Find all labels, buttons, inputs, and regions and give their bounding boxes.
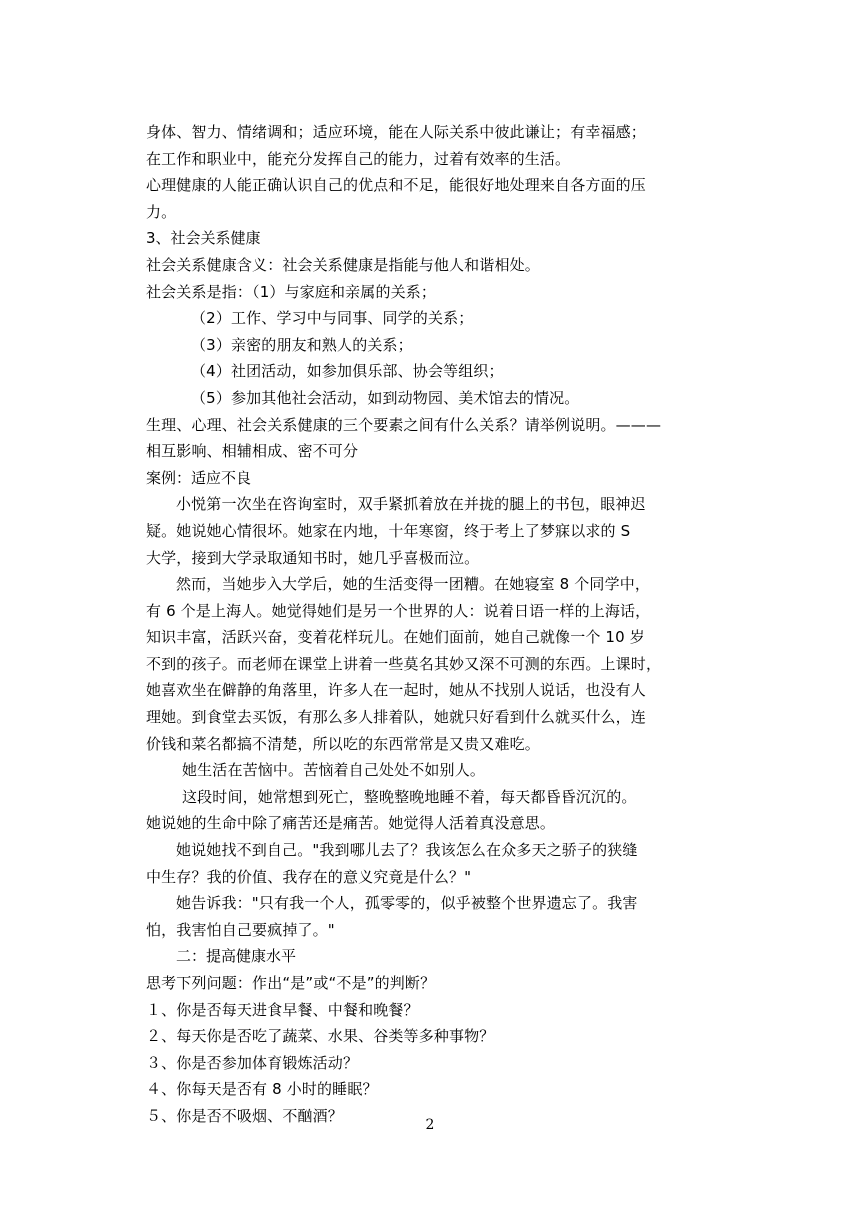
list-item: （2）工作、学习中与同事、同学的关系； [191,309,474,328]
question-line: 生理、心理、社会关系健康的三个要素之间有什么关系？请举例说明。——— [146,415,662,434]
case-paragraph-line: 中生存？我的价值、我存在的意义究竟是什么？" [146,867,472,886]
text-line: 社会关系健康含义：社会关系健康是指能与他人和谐相处。 [146,255,540,274]
list-item: （4）社团活动，如参加俱乐部、协会等组织； [191,362,504,381]
case-paragraph-line: 小悦第一次坐在咨询室时，双手紧抓着放在并拢的腿上的书包，眼神迟 [176,495,646,514]
case-paragraph-line: 疑。她说她心情很坏。她家在内地，十年寒窗，终于考上了梦寐以求的 S [146,521,631,540]
question-item: ４、你每天是否有 8 小时的睡眠？ [146,1080,378,1099]
case-paragraph-line: 不到的孩子。而老师在课堂上讲着一些莫名其妙又深不可测的东西。上课时， [146,654,662,673]
case-heading: 案例：适应不良 [146,468,252,487]
case-paragraph-line: 理她。到食堂去买饭，有那么多人排着队，她就只好看到什么就买什么，连 [146,708,646,727]
case-paragraph-line: 她喜欢坐在僻静的角落里，许多人在一起时，她从不找别人说话，也没有人 [146,681,646,700]
case-paragraph-line: 她说她的生命中除了痛苦还是痛苦。她觉得人活着真没意思。 [146,814,556,833]
case-paragraph-line: 这段时间，她常想到死亡，整晚整晚地睡不着，每天都昏昏沉沉的。 [182,787,637,806]
question-item: ５、你是否不吸烟、不酗酒？ [146,1106,343,1125]
text-line: 心理健康的人能正确认识自己的优点和不足，能很好地处理来自各方面的压 [146,176,646,195]
case-paragraph-line: 知识丰富，活跃兴奋，变着花样玩儿。在她们面前，她自己就像一个 10 岁 [146,628,645,647]
question-item: ２、每天你是否吃了蔬菜、水果、谷类等多种事物？ [146,1027,495,1046]
text-line: 在工作和职业中，能充分发挥自己的能力，过着有效率的生活。 [146,149,571,168]
case-paragraph-line: 大学，接到大学录取通知书时，她几乎喜极而泣。 [146,548,480,567]
text-line: 社会关系是指：（1）与家庭和亲属的关系； [146,282,437,301]
question-item: ３、你是否参加体育锻炼活动？ [146,1053,359,1072]
text-line: 力。 [146,202,177,221]
case-paragraph-line: 她告诉我："只有我一个人，孤零零的，似乎被整个世界遗忘了。我害 [176,894,638,913]
text-line: 身体、智力、情绪调和；适应环境，能在人际关系中彼此谦让；有幸福感； [146,123,646,141]
page-body [146,119,726,1130]
case-paragraph-line: 价钱和菜名都搞不清楚，所以吃的东西常常是又贵又难吃。 [146,734,540,753]
list-item: （5）参加其他社会活动，如到动物园、美术馆去的情况。 [191,388,580,407]
case-paragraph-line: 她说她找不到自己。"我到哪儿去了？我该怎么在众多天之骄子的狭缝 [176,841,638,860]
section-heading: 3、社会关系健康 [146,229,261,248]
question-item: １、你是否每天进食早餐、中餐和晚餐？ [146,1000,419,1019]
case-paragraph-line: 然而，当她步入大学后，她的生活变得一团糟。在她寝室 8 个同学中， [176,575,651,594]
case-paragraph-line: 怕，我害怕自己要疯掉了。" [146,920,335,939]
case-paragraph-line: 她生活在苦恼中。苦恼着自己处处不如别人。 [182,761,486,780]
page-number: 2 [425,1117,435,1133]
list-item: （3）亲密的朋友和熟人的关系； [191,335,413,354]
question-intro: 思考下列问题：作出“是”或“不是”的判断？ [146,974,436,992]
case-paragraph-line: 有 6 个是上海人。她觉得她们是另一个世界的人：说着日语一样的上海话， [146,601,651,620]
section-heading: 二：提高健康水平 [176,947,297,966]
answer-line: 相互影响、相辅相成、密不可分 [146,442,359,461]
